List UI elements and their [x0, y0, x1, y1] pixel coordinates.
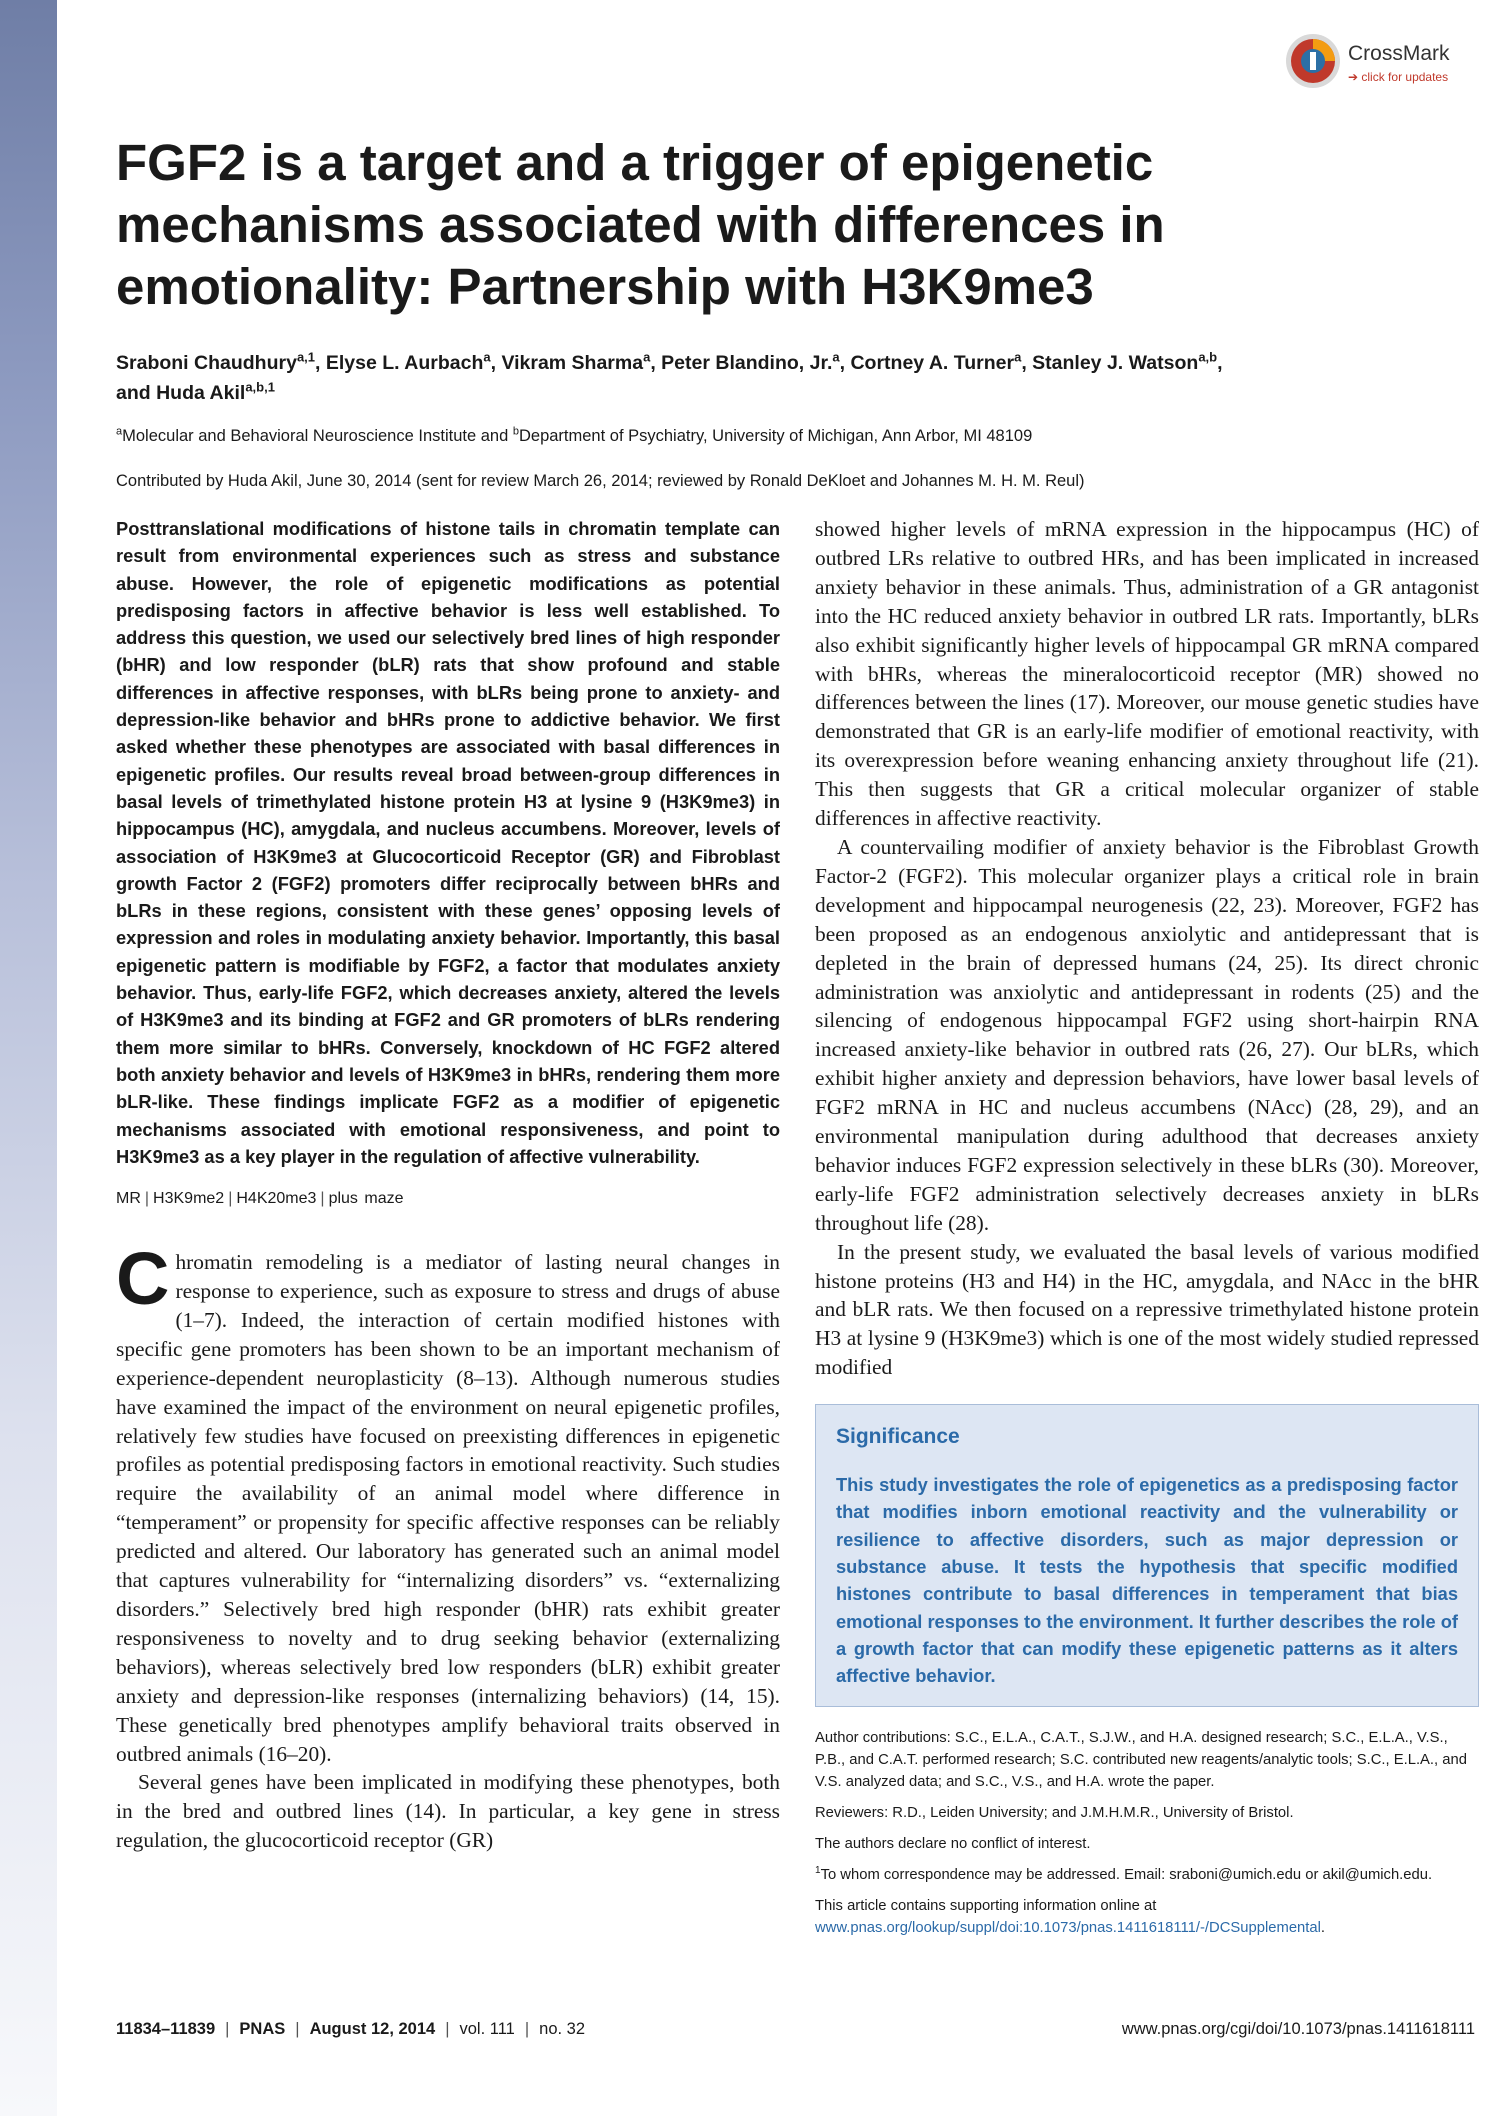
author-sup: a,b — [1198, 349, 1218, 365]
author-name: Stanley J. Watson — [1032, 352, 1199, 374]
pnas-band-word: PNAS — [45, 0, 143, 252]
crossmark-title: CrossMark — [1348, 42, 1450, 65]
footer-pages: 11834–11839 — [116, 2020, 216, 2038]
footer-citation: 11834–11839 | PNAS | August 12, 2014 | vol. 111 | no. 32 — [116, 2020, 586, 2038]
author-sup: a,b,1 — [245, 379, 275, 395]
footer-doi-link[interactable]: www.pnas.org/cgi/doi/10.1073/pnas.1411618111 — [1121, 2020, 1475, 2038]
supporting-info-note: This article contains supporting information online at www.pnas.org/lookup/suppl/doi:10.1073/pnas.1411618111/-/DCSupplemental. — [815, 1897, 1326, 1936]
author-sup: a,1 — [296, 349, 316, 365]
footer-issue: no. 32 — [539, 2020, 586, 2038]
author-and: and — [116, 382, 151, 404]
crossmark-badge[interactable] — [1284, 32, 1494, 92]
keyword: MR — [116, 1190, 141, 1208]
keyword: H4K20me3 — [236, 1190, 317, 1208]
author-sup: a — [483, 349, 491, 365]
keyword: plus maze — [328, 1190, 404, 1208]
author-name: Cortney A. Turner — [850, 352, 1015, 374]
footer-journal: PNAS — [239, 2020, 286, 2038]
keywords: MR | H3K9me2 | H4K20me3 | plus maze — [116, 1190, 404, 1208]
crossmark-icon — [1284, 32, 1342, 90]
drop-cap: C — [116, 1237, 170, 1321]
affiliations: $^a$Molecular and Behavioral Neuroscience Institute and $^b$Department of Psychiatry, University of Michigan, Ann Arbor, MI 48109 — [116, 425, 1033, 445]
body-paragraph-3: showed higher levels of mRNA expression in the hippocampus (HC) of outbred LRs relative to outbred HRs, and has been implicated in increased anxiety behavior in these animals. Thus, administration of a GR antagonist into the HC reduced anxiety behavior in outbred LR rats. Importantly, bLRs also exhibit significantly higher levels of hippocampal GR mRNA compared with bHRs, whereas the mineralocorticoid receptor (MR) showed no differences between the lines (17). Moreover, our mouse genetic studies have demonstrated that GR is an early-life modifier of emotional reactivity, with its overexpression before weaning enhancing anxiety throughout life (21). This then suggests that GR a critical molecular organizer of stable differences in affective reactivity. — [815, 517, 1479, 831]
right-column — [815, 515, 1479, 1948]
author-name: Vikram Sharma — [501, 352, 644, 374]
footer-date: August 12, 2014 — [309, 2020, 436, 2038]
keyword: H3K9me2 — [153, 1190, 225, 1208]
significance-text: This study investigates the role of epigenetics as a predisposing factor that modifies inborn emotional reactivity and the vulnerability or resilience to affective disorders, such as major depression or substance abuse. It tests the hypothesis that specific modified histones contribute to basal differences in temperament that bias emotional responses to the environment. It further describes the role of a growth factor that can modify these epigenetic patterns as it alters affective behavior. — [836, 1474, 1458, 1687]
footer-volume: vol. 111 — [459, 2020, 515, 2038]
significance-box — [815, 1404, 1479, 1706]
author-sup: a — [1014, 349, 1022, 365]
left-column — [116, 515, 780, 1855]
crossmark-subtitle: ➔ click for updates — [1348, 70, 1449, 84]
author-name: Peter Blandino, Jr. — [661, 352, 833, 374]
article-notes — [815, 1727, 1479, 1939]
reviewers-note: Reviewers: R.D., Leiden University; and J.M.H.M.R., University of Bristol. — [815, 1804, 1294, 1821]
body-paragraph-1: Chromatin remodeling is a mediator of lasting neural changes in response to experience, such as exposure to stress and drugs of abuse (1–7). Indeed, the interaction of certain modified histones with specific gene promoters has been shown to be an important mechanism of experience-dependent neuroplasticity (8–13). Although numerous studies have examined the impact of the environment on neural epigenetic profiles, relatively few studies have focused on preexisting differences in epigenetic profiles as potential predisposing factors in emotional reactivity. Such studies require the availability of an animal model where difference in “temperament” or propensity for specific affective responses can be reliably predicted and altered. Our laboratory has generated such an animal model that captures vulnerability for “internalizing disorders” vs. “externalizing disorders.” Selectively bred high responder (bHR) rats exhibit greater responsiveness to novelty and to drug seeking behavior (externalizing behaviors), whereas selectively bred low responders (bLR) exhibit greater anxiety and depression-like responses (internalizing behaviors) (14, 15). These genetically bred phenotypes amplify behavioral traits observed in outbred animals (16–20). — [116, 1237, 780, 1766]
article-title: FGF2 is a target and a trigger of epigenetic mechanisms associated with differences in emotionality: Partnership with H3K9me3 — [116, 134, 1165, 315]
contributed-line: Contributed by Huda Akil, June 30, 2014 (sent for review March 26, 2014; reviewed by Ronald DeKloet and Johannes M. H. M. Reul) — [116, 472, 1085, 490]
abstract: Posttranslational modifications of histone tails in chromatin template can result from environmental experiences such as stress and substance abuse. However, the role of epigenetic modifications as potential predisposing factors in affective behavior is less well established. To address this question, we used our selectively bred lines of high responder (bHR) and low responder (bLR) rats that show profound and stable differences in affective responses, with bLRs being prone to anxiety- and depression-like behavior and bHRs prone to addictive behavior. We first asked whether these phenotypes are associated with basal differences in epigenetic profiles. Our results reveal broad between-group differences in basal levels of trimethylated histone protein H3 at lysine 9 (H3K9me3) in hippocampus (HC), amygdala, and nucleus accumbens. Moreover, levels of association of H3K9me3 at Glucocorticoid Receptor (GR) and Fibroblast growth Factor 2 (FGF2) promoters differ reciprocally between bHRs and bLRs in these regions, consistent with these genes’ opposing levels of expression and roles in modulating anxiety behavior. Importantly, this basal epigenetic pattern is modifiable by FGF2, a factor that modulates anxiety behavior. Thus, early-life FGF2, which decreases anxiety, altered the levels of H3K9me3 and its binding at FGF2 and GR promoters of bLRs rendering them more similar to bHRs. Conversely, knockdown of HC FGF2 altered both anxiety behavior and levels of H3K9me3 in bHRs, rendering them more bLR-like. These findings implicate FGF2 as a modifier of epigenetic mechanisms associated with emotional responsiveness, and point to H3K9me3 as a key player in the regulation of affective vulnerability. — [116, 518, 780, 1167]
author-name: Huda Akil — [156, 382, 246, 404]
body-paragraph-5: In the present study, we evaluated the basal levels of various modified histone proteins (H3 and H4) in the HC, amygdala, and NAcc in the bHR and bLR rats. We then focused on a repressive trimethylated histone protein H3 at lysine 9 (H3K9me3) which is one of the most widely studied repressed modified — [815, 1239, 1479, 1380]
body-paragraph-4: A countervailing modifier of anxiety behavior is the Fibroblast Growth Factor-2 (FGF2). This molecular organizer plays a critical role in brain development and hippocampal neurogenesis (22, 23). Moreover, FGF2 has been proposed as an endogenous anxiolytic and antidepressant that is depleted in the brain of depressed humans (24, 25). Its direct chronic administration was anxiolytic and antidepressant in rodents (25) and the silencing of endogenous hippocampal FGF2 using short-hairpin RNA increased anxiety-like behavior in outbred rats (26, 27). Our bLRs, which exhibit higher anxiety and depression behaviors, have lower basal levels of FGF2 mRNA in HC and nucleus accumbens (NAcc) (28, 29), and an environmental manipulation during adulthood that decreases anxiety behavior induces FGF2 expression selectively in these bLRs (30). Moreover, early-life FGF2 administration selectively decreases anxiety in bLRs throughout life (28). — [815, 834, 1479, 1235]
author-name: Elyse L. Aurbach — [325, 352, 484, 374]
author-list: Sraboni Chaudhury$^{a,1}$, Elyse L. Aurbach$^a$, Vikram Sharma$^a$, Peter Blandino, Jr.$^a$, Cortney A. Turner$^a$, Stanley J. Watson$^{a,b}$, and Huda Akil$^{a,b,1}$ — [116, 349, 1223, 404]
body-paragraph-2: Several genes have been implicated in modifying these phenotypes, both in the bred and outbred lines (14). In particular, a key gene in stress regulation, the glucocorticoid receptor (GR) — [116, 1770, 780, 1853]
correspondence-note: $^1$To whom correspondence may be addressed. Email: sraboni@umich.edu or akil@umich.edu. — [815, 1864, 1433, 1883]
author-contributions: Author contributions: S.C., E.L.A., C.A.T., S.J.W., and H.A. designed research; S.C., E.L.A., V.S., P.B., and C.A.T. performed research; S.C. contributed new reagents/analytic tools; S.C., E.L.A., and V.S. analyzed data; and S.C., V.S., and H.A. wrote the paper. — [815, 1729, 1467, 1790]
author-sup: a — [832, 349, 840, 365]
conflict-note: The authors declare no conflict of interest. — [815, 1835, 1091, 1852]
significance-title: Significance — [836, 1425, 960, 1449]
author-name: Sraboni Chaudhury — [116, 352, 297, 374]
author-sup: a — [643, 349, 651, 365]
supporting-info-link[interactable]: www.pnas.org/lookup/suppl/doi:10.1073/pnas.1411618111/-/DCSupplemental — [815, 1919, 1321, 1936]
